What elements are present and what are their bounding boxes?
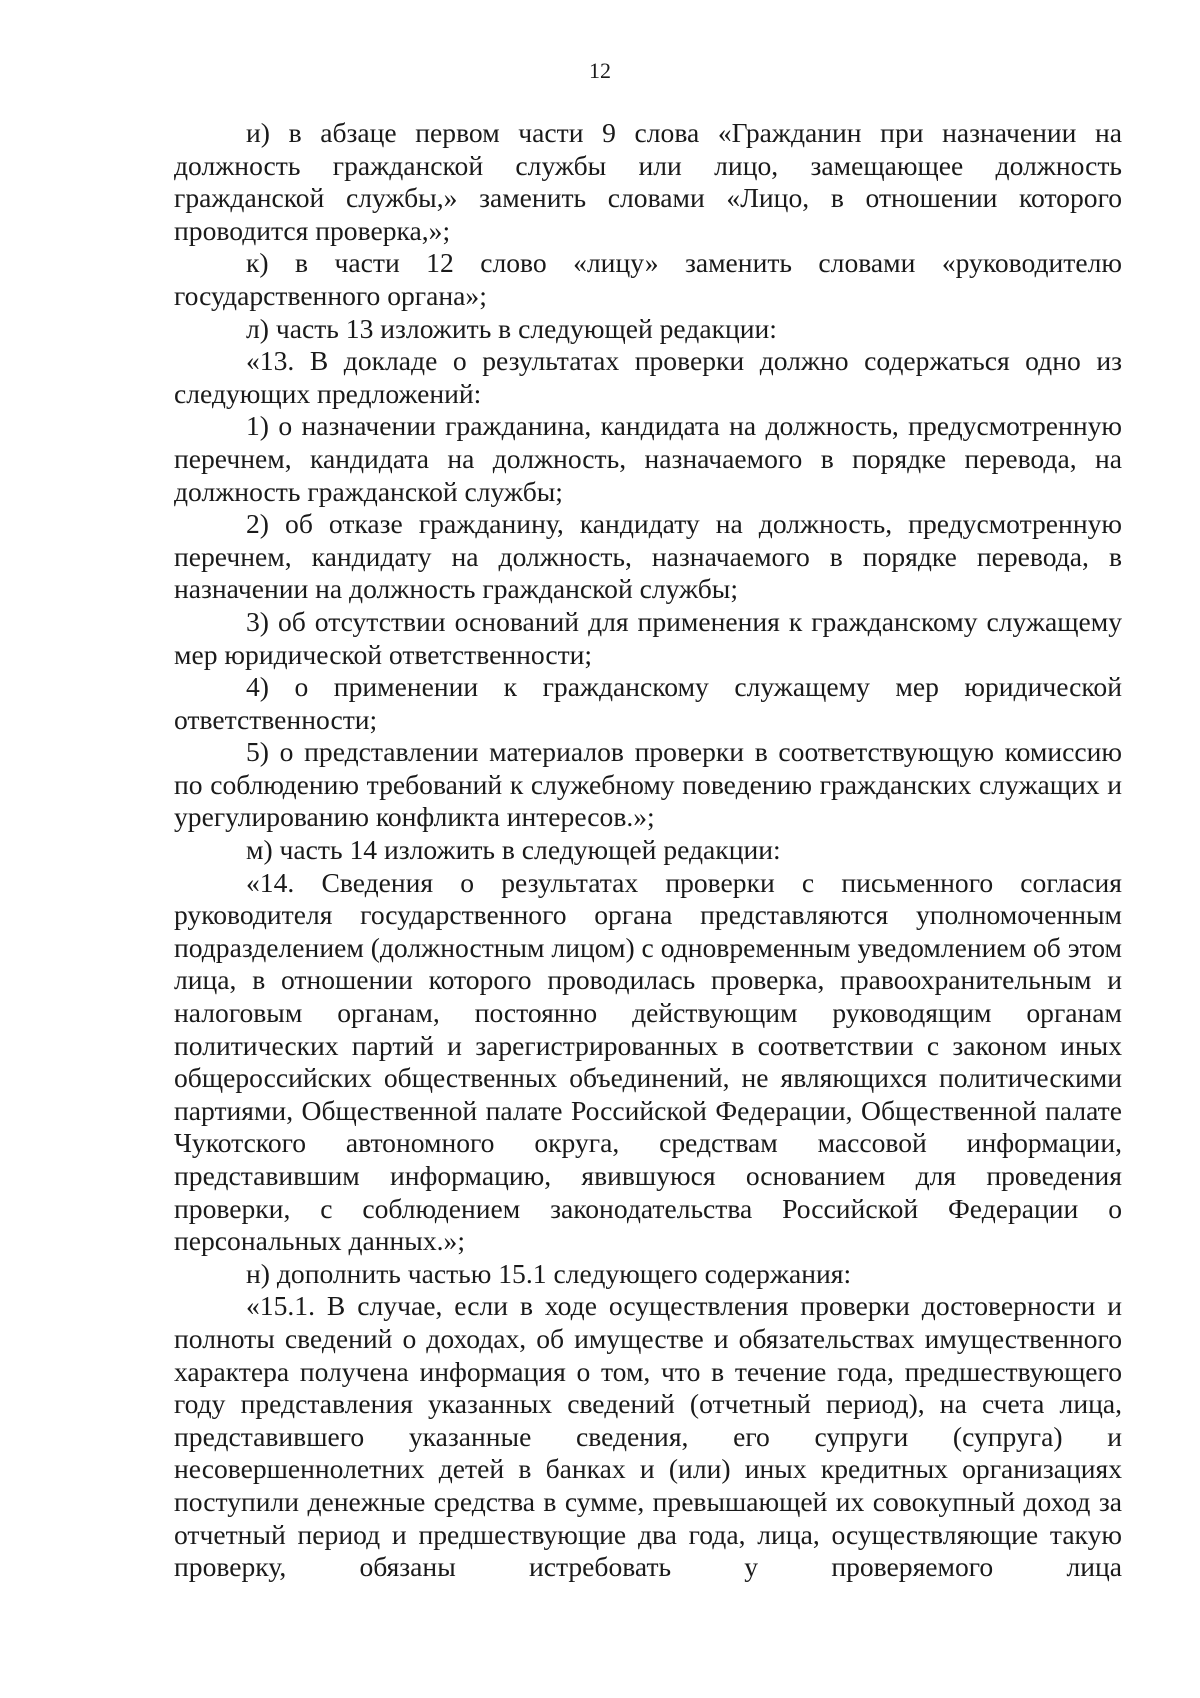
paragraph-item-i: и) в абзаце первом части 9 слова «Гражданин при назначении на должность гражданской службы или лицо, замещающее должность гражданской службы,» заменить словами «Лицо, в отношении которого проводится проверка,»; [174, 117, 1122, 246]
paragraph-part-15-1: «15.1. В случае, если в ходе осуществления проверки достоверности и полноты сведений о доходах, об имуществе и обязательствах имущественного характера получена информация о том, что в течение года, предшествующего году представления указанных сведений (отчетный период), на счета лица, представившего указанные сведения, его супруги (супруга) и несовершеннолетних детей в банках и (или) иных кредитных организациях поступили денежные средства в сумме, превышающей их совокупный доход за отчетный период и предшествующие два года, лица, осуществляющие такую проверку, обязаны истребовать у проверяемого лица [174, 1290, 1122, 1583]
paragraph-proposal-3: 3) об отсутствии оснований для применения к гражданскому служащему мер юридической ответственности; [174, 605, 1122, 670]
paragraph-proposal-5: 5) о представлении материалов проверки в соответствующую комиссию по соблюдению требований к служебному поведению гражданских служащих и урегулированию конфликта интересов.»; [174, 736, 1122, 833]
paragraph-item-k: к) в части 12 слово «лицу» заменить словами «руководителю государственного органа»; [174, 247, 1122, 311]
document-body [174, 117, 1122, 1584]
paragraph-item-l: л) часть 13 изложить в следующей редакции: [246, 312, 777, 344]
paragraph-proposal-1: 1) о назначении гражданина, кандидата на должность, предусмотренную перечнем, кандидата на должность, назначаемого в порядке перевода, на должность гражданской службы; [174, 410, 1122, 507]
paragraph-proposal-4: 4) о применении к гражданскому служащему мер юридической ответственности; [174, 671, 1122, 735]
paragraph-proposal-2: 2) об отказе гражданину, кандидату на должность, предусмотренную перечнем, кандидату на должность, назначаемого в порядке перевода, в назначении на должность гражданской службы; [174, 508, 1122, 605]
paragraph-item-n: н) дополнить частью 15.1 следующего содержания: [246, 1257, 852, 1289]
page-number: 12 [589, 58, 611, 83]
paragraph-part-14: «14. Сведения о результатах проверки с письменного согласия руководителя государственного органа представляются уполномоченным подразделением (должностным лицом) с одновременным уведомлением об этом лица, в отношении которого проводилась проверка, правоохранительным и налоговым органам, постоянно действующим руководящим органам политических партий и зарегистрированных в соответствии с законом иных общероссийских общественных объединений, не являющихся политическими партиями, Общественной палате Российской Федерации, Общественной палате Чукотского автономного округа, средствам массовой информации, представившим информацию, явившуюся основанием для проведения проверки, с соблюдением законодательства Российской Федерации о персональных данных.»; [174, 866, 1122, 1257]
paragraph-part-13: «13. В докладе о результатах проверки должно содержаться одно из следующих предложений: [174, 345, 1122, 409]
paragraph-item-m: м) часть 14 изложить в следующей редакции: [246, 834, 781, 866]
